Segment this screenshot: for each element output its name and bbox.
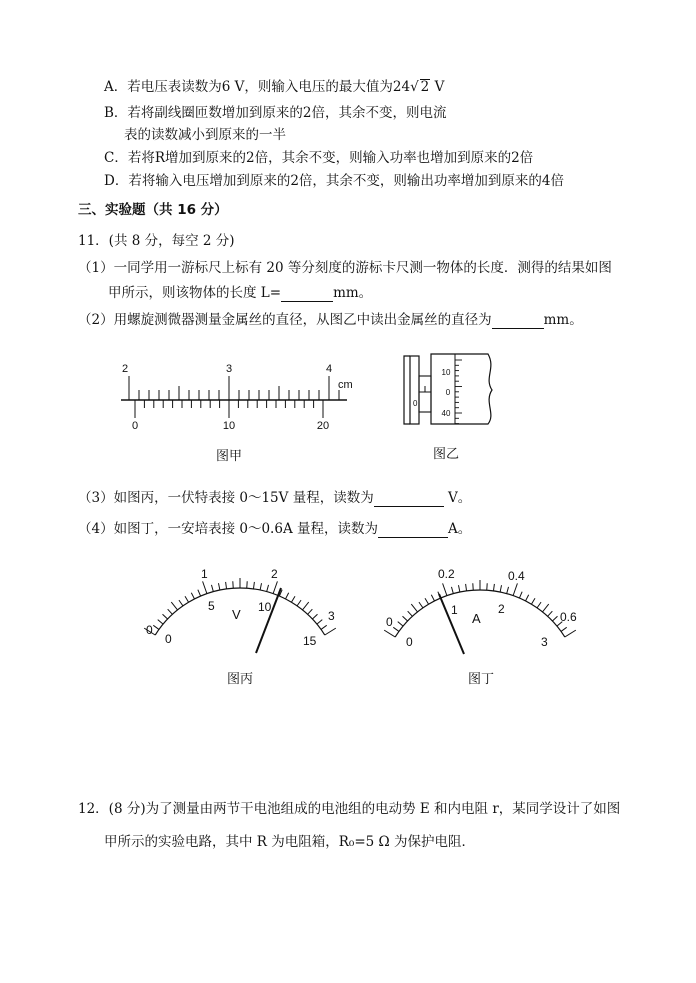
vernier-label-0: 0 bbox=[131, 420, 139, 432]
amp-inner-3: 3 bbox=[541, 635, 548, 649]
q11-heading: 11．(共 8 分，每空 2 分) bbox=[78, 233, 235, 249]
volt-scale-tick bbox=[312, 614, 317, 619]
volt-scale-tick bbox=[185, 596, 189, 602]
amp-scale-tick bbox=[393, 627, 399, 631]
q11-part2-text: （2）用螺旋测微器测量金属丝的直径，从图乙中读出金属丝的直径为 bbox=[78, 312, 492, 328]
ammeter-figure bbox=[382, 562, 592, 662]
amp-outer-04: 0.4 bbox=[508, 569, 525, 583]
amp-scale-tick bbox=[466, 584, 467, 591]
amp-scale-tick bbox=[493, 584, 494, 591]
amp-scale-tick bbox=[425, 598, 429, 604]
amp-outer-0: 0 bbox=[386, 615, 393, 629]
volt-scale-tick bbox=[168, 609, 173, 614]
q11-part1-text: 甲所示，则该物体的长度 L= bbox=[108, 285, 282, 301]
q11-part3 bbox=[78, 489, 471, 507]
option-a-unit: V bbox=[434, 79, 445, 95]
answer-blank-voltage[interactable] bbox=[374, 492, 444, 507]
amp-inner-2: 2 bbox=[498, 602, 505, 616]
vernier-caliper-figure bbox=[115, 358, 375, 438]
option-d: D．若将输入电压增加到原来的2倍，其余不变，则输出功率增加到原来的4倍 bbox=[104, 173, 565, 189]
caption-jia: 图甲 bbox=[216, 449, 243, 464]
answer-blank-diameter[interactable] bbox=[492, 314, 544, 329]
amp-scale-tick bbox=[411, 604, 417, 612]
thimble-label-10: 10 bbox=[441, 368, 451, 377]
amp-scale-tick bbox=[458, 585, 459, 592]
amp-scale-tick bbox=[542, 604, 548, 612]
caption-yi: 图乙 bbox=[433, 447, 460, 462]
volt-needle bbox=[256, 588, 281, 653]
volt-outer-2: 2 bbox=[271, 567, 278, 581]
volt-scale-tick bbox=[286, 593, 289, 599]
amp-scale-tick bbox=[531, 598, 535, 604]
sleeve-label-0: 0 bbox=[413, 399, 418, 408]
amp-scale-tick bbox=[419, 602, 423, 608]
amp-scale-tick bbox=[519, 592, 522, 598]
amp-scale-tick bbox=[398, 622, 403, 626]
volt-scale-tick bbox=[317, 620, 322, 624]
unit-cm: cm bbox=[338, 379, 353, 391]
main-label-3: 3 bbox=[225, 363, 233, 375]
volt-outer-1: 1 bbox=[201, 567, 208, 581]
volt-scale-tick bbox=[211, 585, 213, 592]
q11-part1-line1: （1）一同学用一游标尺上标有 20 等分刻度的游标卡尺测一物体的长度．测得的结果如图 bbox=[78, 260, 612, 276]
volt-scale-tick bbox=[297, 600, 301, 606]
answer-blank-current[interactable] bbox=[378, 523, 448, 538]
option-b-line1: B．若将副线圈匝数增加到原来的2倍，其余不变，则电流 bbox=[104, 105, 447, 121]
volt-scale-tick bbox=[218, 583, 219, 590]
sqrt-sign: √ bbox=[410, 79, 419, 95]
q11-part3-unit: V。 bbox=[443, 490, 472, 506]
volt-outer-0: 0 bbox=[146, 623, 153, 637]
volt-scale-tick bbox=[273, 581, 277, 593]
q11-part1-line2 bbox=[108, 284, 372, 302]
amp-symbol: A bbox=[472, 611, 481, 626]
q11-part3-text: （3）如图丙，一伏特表接 0～15V 量程，读数为 bbox=[78, 490, 374, 506]
amp-outer-02: 0.2 bbox=[438, 567, 455, 581]
volt-scale-tick bbox=[226, 582, 227, 589]
main-label-4: 4 bbox=[325, 363, 333, 375]
main-label-2: 2 bbox=[121, 363, 129, 375]
q11-part2-unit: mm。 bbox=[543, 312, 583, 328]
amp-scale-tick bbox=[561, 627, 567, 631]
volt-scale-tick bbox=[153, 625, 159, 629]
amp-scale-tick bbox=[500, 585, 501, 592]
q11-part1-unit: mm。 bbox=[333, 285, 373, 301]
amp-inner-1: 1 bbox=[451, 603, 458, 617]
amp-scale-tick bbox=[548, 611, 553, 616]
amp-scale-tick bbox=[537, 602, 541, 608]
volt-scale-tick bbox=[179, 600, 183, 606]
volt-scale-tick bbox=[253, 582, 254, 589]
volt-scale-tick bbox=[158, 620, 163, 624]
volt-symbol: V bbox=[232, 607, 241, 622]
amp-scale-tick bbox=[408, 611, 413, 616]
amp-scale-tick bbox=[431, 595, 434, 601]
sqrt-radicand: 2 bbox=[420, 79, 430, 95]
amp-scale-tick bbox=[565, 630, 576, 637]
option-a-text: A．若电压表读数为6 V，则输入电压的最大值为24 bbox=[104, 79, 411, 95]
option-c: C．若将R增加到原来的2倍，其余不变，则输入功率也增加到原来的2倍 bbox=[104, 150, 534, 166]
amp-scale-tick bbox=[403, 616, 408, 621]
volt-scale-tick bbox=[191, 593, 194, 599]
amp-scale-tick bbox=[552, 616, 557, 621]
volt-inner-0: 0 bbox=[165, 632, 172, 646]
amp-scale-tick bbox=[443, 583, 447, 595]
volt-scale-tick bbox=[321, 625, 327, 629]
volt-scale-tick bbox=[163, 614, 168, 619]
voltmeter-figure bbox=[140, 560, 350, 660]
q11-part4 bbox=[78, 520, 471, 538]
volt-scale-tick bbox=[308, 609, 313, 614]
amp-scale-tick bbox=[513, 583, 517, 595]
volt-scale-tick bbox=[302, 602, 308, 610]
q11-part2 bbox=[78, 311, 583, 329]
option-a bbox=[104, 78, 444, 96]
amp-inner-0: 0 bbox=[406, 635, 413, 649]
q11-part4-text: （4）如图丁，一安培表接 0～0.6A 量程，读数为 bbox=[78, 521, 378, 537]
amp-scale-tick bbox=[451, 587, 453, 594]
volt-scale-tick bbox=[325, 628, 336, 635]
caption-bing: 图丙 bbox=[227, 672, 254, 687]
thimble-label-40: 40 bbox=[441, 409, 451, 418]
volt-inner-5: 5 bbox=[208, 599, 215, 613]
q12-line2: 甲所示的实验电路，其中 R 为电阻箱，R₀=5 Ω 为保护电阻． bbox=[104, 834, 475, 850]
volt-scale-tick bbox=[198, 590, 201, 596]
volt-outer-3: 3 bbox=[328, 609, 335, 623]
amp-scale-tick bbox=[507, 587, 509, 594]
volt-scale-tick bbox=[203, 581, 207, 593]
vernier-label-20: 20 bbox=[316, 420, 330, 432]
caption-ding: 图丁 bbox=[468, 672, 495, 687]
volt-scale-tick bbox=[291, 596, 295, 602]
q11-part4-unit: A。 bbox=[447, 521, 472, 537]
volt-inner-15: 15 bbox=[303, 634, 317, 648]
micrometer-figure bbox=[396, 348, 516, 430]
volt-scale-tick bbox=[171, 602, 177, 610]
amp-outer-06: 0.6 bbox=[560, 610, 577, 624]
amp-scale-tick bbox=[384, 630, 395, 637]
volt-scale-tick bbox=[267, 585, 269, 592]
amp-scale-tick bbox=[526, 595, 529, 601]
answer-blank-length[interactable] bbox=[281, 287, 333, 302]
vernier-label-10: 10 bbox=[222, 420, 236, 432]
volt-inner-10: 10 bbox=[258, 600, 272, 614]
option-b-line2: 表的读数减小到原来的一半 bbox=[124, 127, 286, 143]
q12-line1: 12．(8 分)为了测量由两节干电池组成的电池组的电动势 E 和内电阻 r，某同学设计了如图 bbox=[78, 801, 621, 817]
section-heading: 三、实验题（共 16 分） bbox=[78, 202, 228, 218]
volt-scale-tick bbox=[260, 583, 261, 590]
thimble-label-0: 0 bbox=[445, 388, 451, 397]
